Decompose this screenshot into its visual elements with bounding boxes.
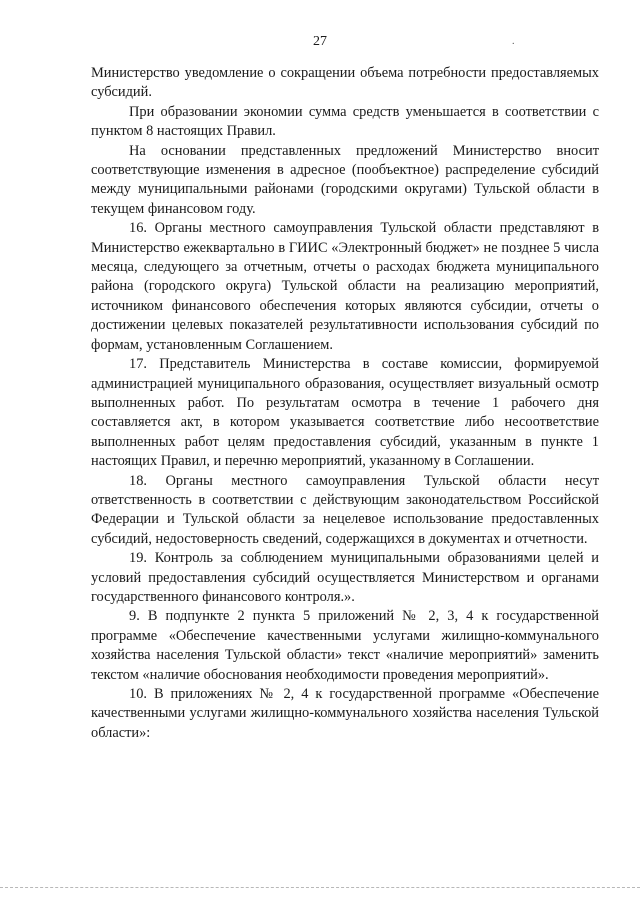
scan-edge-divider (0, 887, 640, 888)
document-body (91, 64, 599, 743)
corner-mark: . (512, 36, 515, 47)
paragraph-proposals: На основании представленных предложений Министерство вносит соответствующие изменения в адресное (пообъектное) распределение субсидий между муниципальными районами (городскими округами) Тульской области в текущем финансовом году. (91, 142, 599, 217)
paragraph-item-9: 9. В подпункте 2 пункта 5 приложений № 2, 3, 4 к государственной программе «Обеспечение качественными услугами жилищно-коммунального хозяйства населения Тульской области» текст «наличие мероприятий» заменить текстом «наличие обоснования необходимости проведения мероприятий». (91, 608, 599, 683)
paragraph-item-19: 19. Контроль за соблюдением муниципальными образованиями целей и условий предоставления субсидий осуществляется Министерством и органами государственного финансового контроля.». (91, 550, 599, 605)
page-number: 27 (313, 34, 327, 49)
paragraph-item-10: 10. В приложениях № 2, 4 к государственной программе «Обеспечение качественными услугами жилищно-коммунального хозяйства населения Тульской области»: (91, 686, 599, 741)
paragraph-item-18: 18. Органы местного самоуправления Тульской области несут ответственность в соответствии с действующим законодательством Российской Федерации и Тульской области за нецелевое использование предоставленных субсидий, недостоверность сведений, содержащихся в документах и отчетности. (91, 472, 599, 547)
paragraph-item-17: 17. Представитель Министерства в составе комиссии, формируемой администрацией муниципального образования, осуществляет визуальный осмотр выполненных работ. По результатам осмотра в течение 1 рабочего дня составляется акт, в котором указывается соответствие либо несоответствие выполненных работ целям предоставления субсидий, указанным в пункте 1 настоящих Правил, и перечню мероприятий, указанному в Соглашении. (91, 356, 599, 470)
paragraph-item-16: 16. Органы местного самоуправления Тульской области представляют в Министерство ежеквартально в ГИИС «Электронный бюджет» не позднее 5 числа месяца, следующего за отчетным, отчеты о расходах бюджета муниципального района (городского округа) Тульской области на реализацию мероприятий, источником финансового обеспечения которых являются субсидии, отчеты о достижении целевых показателей результативности использования субсидий по формам, установленным Соглашением. (91, 220, 599, 353)
paragraph-continuation: Министерство уведомление о сокращении объема потребности предоставляемых субсидий. (91, 65, 599, 101)
paragraph-savings: При образовании экономии сумма средств уменьшается в соответствии с пунктом 8 настоящих Правил. (91, 103, 599, 140)
